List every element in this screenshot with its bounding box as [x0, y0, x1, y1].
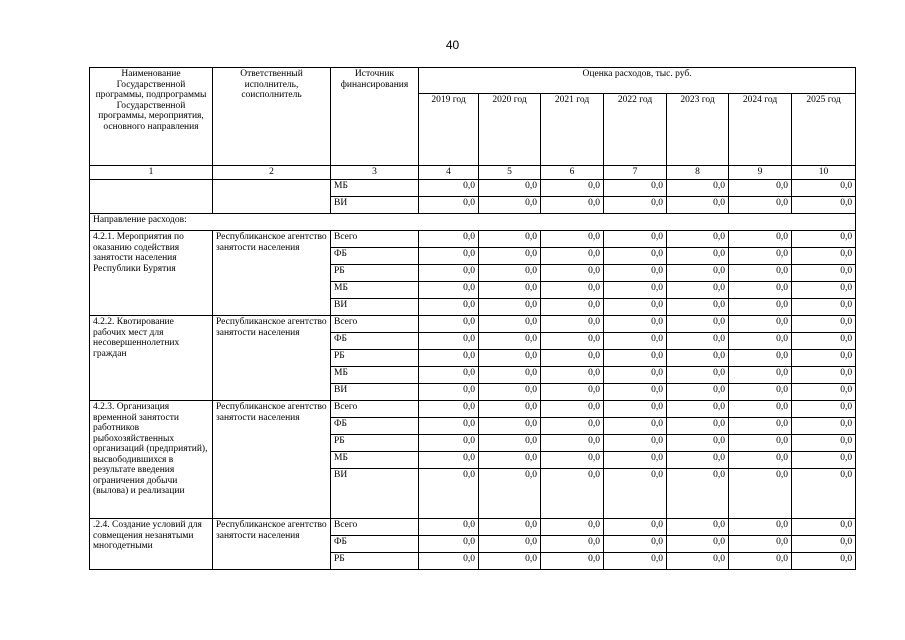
value-cell: 0,0 [729, 316, 792, 333]
value-cell: 0,0 [479, 299, 541, 316]
value-cell: 0,0 [729, 282, 792, 299]
value-cell: 0,0 [604, 469, 667, 519]
header-year-cell: 2022 год [604, 94, 667, 166]
value-cell: 0,0 [667, 418, 729, 435]
value-cell: 0,0 [419, 350, 479, 367]
value-cell: 0,0 [479, 231, 541, 248]
value-cell: 0,0 [419, 231, 479, 248]
value-cell: 0,0 [419, 418, 479, 435]
value-cell: 0,0 [667, 350, 729, 367]
value-cell: 0,0 [667, 316, 729, 333]
value-cell: 0,0 [479, 401, 541, 418]
value-cell: 0,0 [479, 316, 541, 333]
value-cell: 0,0 [541, 418, 604, 435]
value-cell: 0,0 [479, 452, 541, 469]
value-cell: 0,0 [667, 367, 729, 384]
value-cell: 0,0 [729, 553, 792, 570]
value-cell: 0,0 [792, 553, 856, 570]
value-cell: 0,0 [541, 265, 604, 282]
value-cell: 0,0 [419, 180, 479, 197]
value-cell: 0,0 [667, 553, 729, 570]
value-cell: 0,0 [792, 367, 856, 384]
value-cell: 0,0 [604, 316, 667, 333]
table-row [90, 316, 856, 333]
source-cell: РБ [331, 350, 419, 367]
value-cell: 0,0 [729, 299, 792, 316]
value-cell: 0,0 [479, 350, 541, 367]
header-row-top [90, 68, 856, 94]
column-index-cell: 9 [729, 166, 792, 180]
value-cell: 0,0 [667, 435, 729, 452]
value-cell: 0,0 [604, 231, 667, 248]
value-cell: 0,0 [792, 418, 856, 435]
column-index-cell: 10 [792, 166, 856, 180]
value-cell: 0,0 [604, 282, 667, 299]
source-cell: ФБ [331, 248, 419, 265]
value-cell: 0,0 [667, 248, 729, 265]
column-index-cell: 7 [604, 166, 667, 180]
value-cell: 0,0 [792, 333, 856, 350]
value-cell: 0,0 [729, 401, 792, 418]
value-cell: 0,0 [604, 536, 667, 553]
responsible-cell: Республиканское агентство занятости населения [213, 401, 331, 519]
value-cell: 0,0 [604, 350, 667, 367]
value-cell: 0,0 [729, 418, 792, 435]
source-cell: МБ [331, 367, 419, 384]
value-cell: 0,0 [792, 350, 856, 367]
value-cell: 0,0 [419, 197, 479, 214]
value-cell: 0,0 [729, 265, 792, 282]
page-number: 40 [445, 38, 460, 52]
source-cell: РБ [331, 265, 419, 282]
value-cell: 0,0 [541, 180, 604, 197]
value-cell: 0,0 [541, 299, 604, 316]
source-cell: РБ [331, 553, 419, 570]
value-cell: 0,0 [419, 299, 479, 316]
value-cell: 0,0 [479, 367, 541, 384]
value-cell: 0,0 [479, 333, 541, 350]
source-cell: МБ [331, 282, 419, 299]
source-cell: ВИ [331, 384, 419, 401]
value-cell: 0,0 [479, 248, 541, 265]
table-body [90, 68, 856, 570]
header-year-cell: 2020 год [479, 94, 541, 166]
source-cell: РБ [331, 435, 419, 452]
value-cell: 0,0 [604, 401, 667, 418]
value-cell: 0,0 [792, 231, 856, 248]
value-cell: 0,0 [792, 197, 856, 214]
value-cell: 0,0 [419, 536, 479, 553]
table-row [90, 519, 856, 536]
value-cell: 0,0 [729, 384, 792, 401]
value-cell: 0,0 [604, 452, 667, 469]
value-cell: 0,0 [479, 553, 541, 570]
value-cell: 0,0 [419, 519, 479, 536]
value-cell: 0,0 [479, 282, 541, 299]
value-cell: 0,0 [541, 553, 604, 570]
value-cell: 0,0 [667, 401, 729, 418]
value-cell: 0,0 [792, 180, 856, 197]
value-cell: 0,0 [667, 231, 729, 248]
value-cell: 0,0 [792, 536, 856, 553]
column-index-cell: 2 [213, 166, 331, 180]
value-cell: 0,0 [541, 350, 604, 367]
value-cell: 0,0 [604, 418, 667, 435]
value-cell: 0,0 [667, 180, 729, 197]
value-cell: 0,0 [667, 197, 729, 214]
value-cell: 0,0 [667, 519, 729, 536]
value-cell: 0,0 [792, 384, 856, 401]
value-cell: 0,0 [729, 333, 792, 350]
source-cell: МБ [331, 452, 419, 469]
value-cell: 0,0 [419, 333, 479, 350]
value-cell: 0,0 [729, 350, 792, 367]
column-index-cell: 5 [479, 166, 541, 180]
value-cell: 0,0 [792, 248, 856, 265]
value-cell: 0,0 [541, 435, 604, 452]
column-index-cell: 4 [419, 166, 479, 180]
value-cell: 0,0 [792, 519, 856, 536]
value-cell: 0,0 [479, 519, 541, 536]
value-cell: 0,0 [729, 248, 792, 265]
value-cell: 0,0 [729, 519, 792, 536]
value-cell: 0,0 [604, 197, 667, 214]
source-cell: Всего [331, 401, 419, 418]
value-cell: 0,0 [729, 469, 792, 519]
value-cell: 0,0 [479, 536, 541, 553]
value-cell: 0,0 [479, 197, 541, 214]
value-cell: 0,0 [541, 231, 604, 248]
column-index-cell: 8 [667, 166, 729, 180]
column-index-cell: 1 [90, 166, 213, 180]
source-cell: ФБ [331, 418, 419, 435]
value-cell: 0,0 [541, 469, 604, 519]
value-cell: 0,0 [792, 282, 856, 299]
header-year-cell: 2019 год [419, 94, 479, 166]
header-year-cell: 2023 год [667, 94, 729, 166]
value-cell: 0,0 [479, 180, 541, 197]
value-cell: 0,0 [479, 435, 541, 452]
value-cell: 0,0 [479, 384, 541, 401]
header-source-cell: Источник финансирования [331, 68, 419, 166]
header-year-cell: 2024 год [729, 94, 792, 166]
value-cell: 0,0 [604, 265, 667, 282]
value-cell: 0,0 [667, 469, 729, 519]
value-cell: 0,0 [604, 435, 667, 452]
value-cell: 0,0 [729, 231, 792, 248]
source-cell: ВИ [331, 197, 419, 214]
column-index-cell: 6 [541, 166, 604, 180]
expenditure-table [89, 67, 856, 570]
value-cell: 0,0 [792, 401, 856, 418]
value-cell: 0,0 [729, 367, 792, 384]
value-cell: 0,0 [419, 469, 479, 519]
value-cell: 0,0 [792, 299, 856, 316]
value-cell: 0,0 [541, 519, 604, 536]
value-cell: 0,0 [792, 316, 856, 333]
responsible-cell: Республиканское агентство занятости населения [213, 316, 331, 401]
value-cell: 0,0 [604, 553, 667, 570]
value-cell: 0,0 [419, 282, 479, 299]
value-cell: 0,0 [604, 180, 667, 197]
value-cell: 0,0 [541, 536, 604, 553]
source-cell: Всего [331, 231, 419, 248]
source-cell: ФБ [331, 333, 419, 350]
value-cell: 0,0 [604, 248, 667, 265]
value-cell: 0,0 [667, 452, 729, 469]
value-cell: 0,0 [729, 197, 792, 214]
measure-name-cell: 4.2.2. Квотирование рабочих мест для несовершеннолетних граждан [90, 316, 213, 401]
value-cell: 0,0 [541, 282, 604, 299]
value-cell: 0,0 [419, 367, 479, 384]
table-row [90, 231, 856, 248]
value-cell: 0,0 [541, 452, 604, 469]
header-name-cell: Наименование Государственной программы, подпрограммы Государственной программы, мероприятия, основного направления [90, 68, 213, 166]
value-cell: 0,0 [419, 452, 479, 469]
responsible-cell-continued [213, 180, 331, 214]
measure-name-cell: 4.2.3. Организация временной занятости работников рыбохозяйственных организаций (предприятий), высвободившихся в результате введения ограничения добычи (вылова) и реализации [90, 401, 213, 519]
source-cell: Всего [331, 519, 419, 536]
measure-name-cell: .2.4. Создание условий для совмещения незанятыми многодетными [90, 519, 213, 570]
source-cell: Всего [331, 316, 419, 333]
value-cell: 0,0 [541, 316, 604, 333]
source-cell: МБ [331, 180, 419, 197]
value-cell: 0,0 [479, 265, 541, 282]
value-cell: 0,0 [792, 435, 856, 452]
value-cell: 0,0 [419, 265, 479, 282]
value-cell: 0,0 [419, 384, 479, 401]
value-cell: 0,0 [729, 180, 792, 197]
value-cell: 0,0 [667, 265, 729, 282]
value-cell: 0,0 [419, 401, 479, 418]
column-index-cell: 3 [331, 166, 419, 180]
value-cell: 0,0 [419, 248, 479, 265]
value-cell: 0,0 [419, 316, 479, 333]
value-cell: 0,0 [667, 333, 729, 350]
header-year-cell: 2021 год [541, 94, 604, 166]
value-cell: 0,0 [729, 452, 792, 469]
value-cell: 0,0 [541, 197, 604, 214]
value-cell: 0,0 [667, 384, 729, 401]
header-index-row [90, 166, 856, 180]
value-cell: 0,0 [541, 248, 604, 265]
table-row [90, 180, 856, 197]
source-cell: ФБ [331, 536, 419, 553]
value-cell: 0,0 [604, 299, 667, 316]
table-row [90, 401, 856, 418]
value-cell: 0,0 [479, 469, 541, 519]
value-cell: 0,0 [604, 367, 667, 384]
value-cell: 0,0 [604, 384, 667, 401]
value-cell: 0,0 [792, 452, 856, 469]
header-year-cell: 2025 год [792, 94, 856, 166]
value-cell: 0,0 [667, 536, 729, 553]
value-cell: 0,0 [604, 333, 667, 350]
source-cell: ВИ [331, 469, 419, 519]
value-cell: 0,0 [541, 367, 604, 384]
value-cell: 0,0 [541, 333, 604, 350]
value-cell: 0,0 [541, 401, 604, 418]
value-cell: 0,0 [729, 536, 792, 553]
value-cell: 0,0 [792, 469, 856, 519]
value-cell: 0,0 [729, 435, 792, 452]
name-cell-continued [90, 180, 213, 214]
value-cell: 0,0 [667, 299, 729, 316]
header-estimate-cell: Оценка расходов, тыс. руб. [419, 68, 856, 94]
value-cell: 0,0 [667, 282, 729, 299]
measure-name-cell: 4.2.1. Мероприятия по оказанию содействия занятости населения Республики Бурятия [90, 231, 213, 316]
value-cell: 0,0 [792, 265, 856, 282]
section-title: Направление расходов: [90, 214, 856, 231]
section-row [90, 214, 856, 231]
responsible-cell: Республиканское агентство занятости населения [213, 231, 331, 316]
value-cell: 0,0 [419, 553, 479, 570]
responsible-cell: Республиканское агентство занятости населения [213, 519, 331, 570]
header-responsible-cell: Ответственный исполнитель, соисполнитель [213, 68, 331, 166]
value-cell: 0,0 [419, 435, 479, 452]
value-cell: 0,0 [541, 384, 604, 401]
value-cell: 0,0 [604, 519, 667, 536]
source-cell: ВИ [331, 299, 419, 316]
value-cell: 0,0 [479, 418, 541, 435]
